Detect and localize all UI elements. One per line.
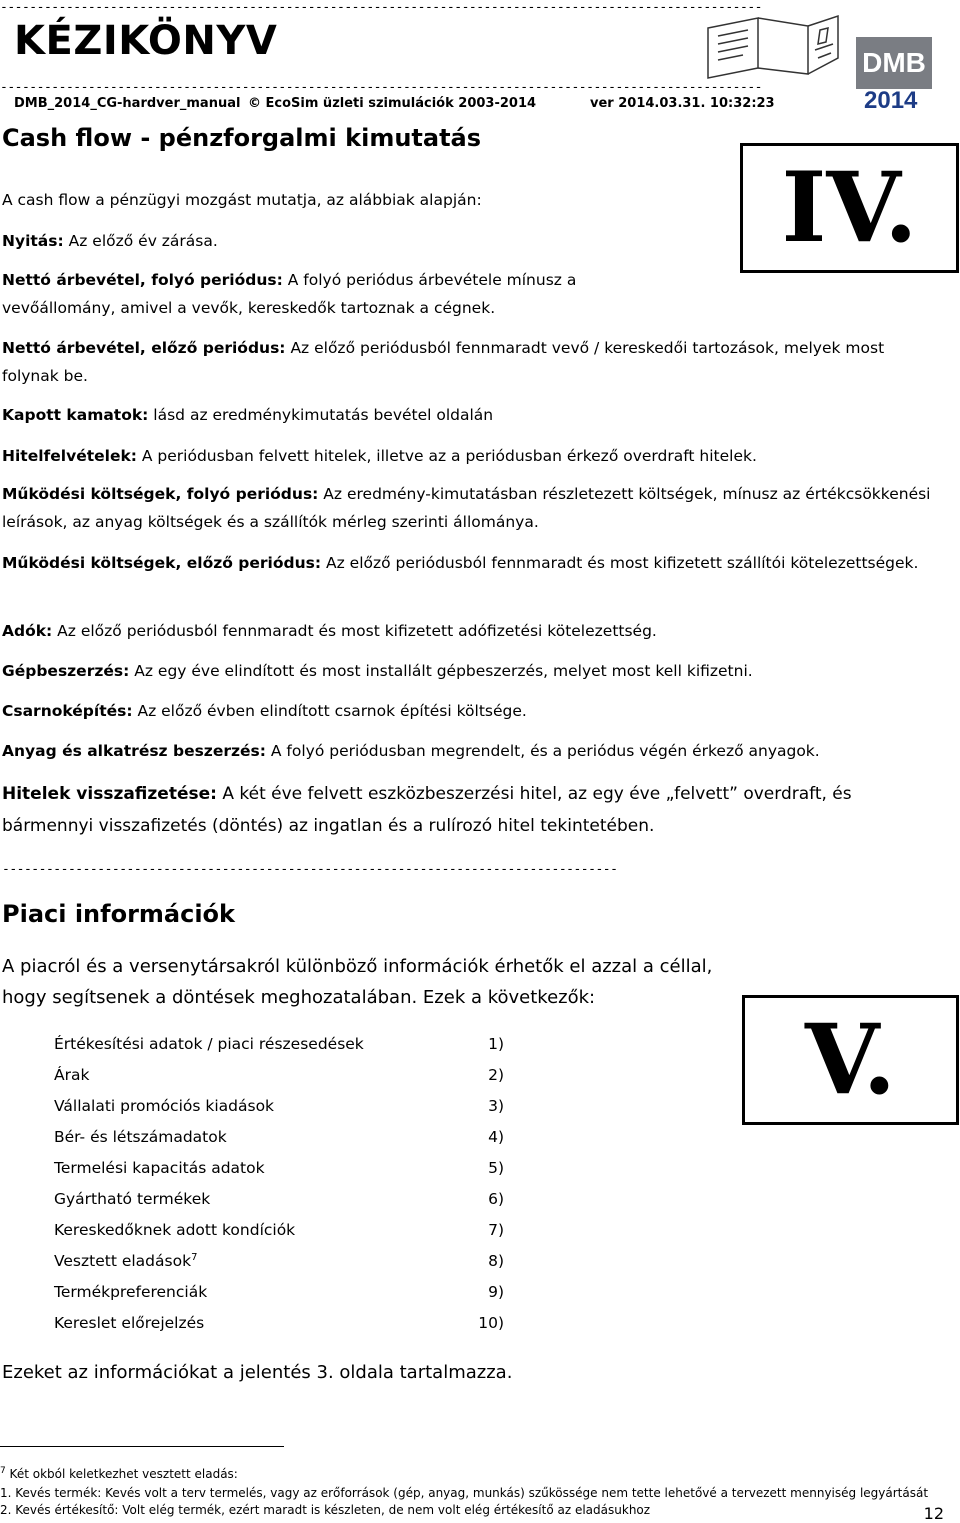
dmb-logo-year: 2014 bbox=[864, 87, 918, 114]
list-label: Kereskedőknek adott kondíciók bbox=[54, 1221, 296, 1239]
list-number: 9) bbox=[488, 1283, 504, 1301]
manual-illustration-icon bbox=[688, 8, 856, 86]
footnote-divider bbox=[0, 1446, 284, 1447]
list-label: Értékesítési adatok / piaci részesedések bbox=[54, 1035, 364, 1053]
chapter-number: IV. bbox=[781, 151, 918, 264]
item-text: Az előző évben elindított csarnok építési költsége. bbox=[132, 702, 527, 720]
meta-version: ver 2014.03.31. 10:32:23 bbox=[590, 96, 775, 111]
footnote-line: 1. Kevés termék: Kevés volt a terv termelés, vagy az erőforrások (gép, anyag, munkás) szűkössége nem tette lehetővé a tervezett mennyiség legyártását bbox=[0, 1486, 929, 1500]
cashflow-item bbox=[2, 697, 937, 725]
item-term: Kapott kamatok: bbox=[2, 406, 149, 424]
cashflow-item bbox=[2, 549, 937, 577]
meta-filename: DMB_2014_CG-hardver_manual bbox=[14, 96, 241, 111]
list-item bbox=[54, 1314, 504, 1342]
list-number: 2) bbox=[488, 1066, 504, 1084]
footnote-line: 2. Kevés értékesítő: Volt elég termék, ezért maradt is készleten, de nem volt elég értékesítő az eladásukhoz bbox=[0, 1503, 651, 1517]
cashflow-intro: A cash flow a pénzügyi mozgást mutatja, az alábbiak alapján: bbox=[2, 191, 482, 209]
cashflow-item bbox=[2, 266, 652, 322]
header-dash-bottom: -------------------------------------------------------------------------------------------------------- bbox=[0, 80, 762, 95]
list-item bbox=[54, 1159, 504, 1187]
footnote-title-text: Két okból keletkezhet vesztett eladás: bbox=[5, 1467, 238, 1481]
list-item bbox=[54, 1097, 504, 1125]
list-label: Kereslet előrejelzés bbox=[54, 1314, 205, 1332]
list-label: Vállalati promóciós kiadások bbox=[54, 1097, 275, 1115]
item-term: Gépbeszerzés: bbox=[2, 662, 130, 680]
footnote-ref[interactable]: 7 bbox=[191, 1252, 198, 1263]
chapter-number: V. bbox=[804, 1003, 897, 1116]
item-term-colon: : bbox=[210, 784, 217, 804]
list-item bbox=[54, 1128, 504, 1156]
item-text: Az eredmény-kimutatásban részletezett költségek, mínusz az értékcsökkenési leírások, az anyag költségek és a szállítók mérleg szerinti állománya. bbox=[2, 485, 931, 531]
item-text: Az előző periódusból fennmaradt vevő / kereskedői tartozások, melyek most folynak be. bbox=[2, 339, 885, 385]
item-term: Csarnoképítés: bbox=[2, 702, 133, 720]
list-item bbox=[54, 1252, 504, 1280]
footnote-mark: 7 bbox=[0, 1466, 6, 1476]
item-text: Az egy éve elindított és most installált gépbeszerzés, melyet most kell kifizetni. bbox=[129, 662, 753, 680]
list-number: 10) bbox=[478, 1314, 504, 1332]
chapter-badge-v bbox=[742, 995, 959, 1125]
item-term: Működési költségek, folyó periódus: bbox=[2, 485, 319, 503]
list-label: Termékpreferenciák bbox=[54, 1283, 208, 1301]
page-number: 12 bbox=[923, 1504, 944, 1523]
list-item bbox=[54, 1221, 504, 1249]
list-item bbox=[54, 1066, 504, 1094]
item-text: lásd az eredménykimutatás bevétel oldalán bbox=[148, 406, 494, 424]
item-term: Nettó árbevétel, folyó periódus: bbox=[2, 271, 283, 289]
cashflow-item bbox=[2, 334, 937, 390]
item-text: Az előző év zárása. bbox=[63, 232, 218, 250]
cashflow-item bbox=[2, 737, 937, 765]
list-number: 1) bbox=[488, 1035, 504, 1053]
footnote-title bbox=[0, 1466, 238, 1481]
header-dash-top: -------------------------------------------------------------------------------------------------------- bbox=[0, 0, 762, 15]
item-term: Működési költségek, előző periódus: bbox=[2, 554, 322, 572]
cashflow-title: Cash flow - pénzforgalmi kimutatás bbox=[2, 124, 482, 152]
cashflow-item bbox=[2, 657, 937, 685]
market-intro: A piacról és a versenytársakról különböző információk érhetők el azzal a céllal, hogy segítsenek a döntések meghozatalában. Ezek a következők: bbox=[2, 956, 713, 1008]
item-term: Nyitás: bbox=[2, 232, 64, 250]
item-term: Anyag és alkatrész beszerzés: bbox=[2, 742, 266, 760]
list-item bbox=[54, 1190, 504, 1218]
section-separator: ------------------------------------------------------------------------------------ bbox=[2, 862, 618, 877]
item-term: Hitelek visszafizetése bbox=[2, 784, 211, 804]
list-label: Vesztett eladások bbox=[54, 1252, 192, 1271]
item-text: Az előző periódusból fennmaradt és most kifizetett szállítói kötelezettségek. bbox=[321, 554, 919, 572]
item-term: Adók: bbox=[2, 622, 53, 640]
cashflow-item bbox=[2, 442, 937, 470]
list-number: 7) bbox=[488, 1221, 504, 1239]
cashflow-item bbox=[2, 617, 937, 645]
list-item bbox=[54, 1283, 504, 1311]
item-term: Hitelfelvételek: bbox=[2, 447, 137, 465]
item-text: A folyó periódus árbevétele mínusz a vevőállomány, amivel a vevők, kereskedők tartoznak a cégnek. bbox=[2, 271, 577, 317]
cashflow-item bbox=[2, 401, 937, 429]
list-number: 6) bbox=[488, 1190, 504, 1208]
cashflow-item bbox=[2, 778, 882, 842]
item-text: A folyó periódusban megrendelt, és a periódus végén érkező anyagok. bbox=[265, 742, 820, 760]
list-label: Termelési kapacitás adatok bbox=[54, 1159, 265, 1177]
item-text: A periódusban felvett hitelek, illetve az a periódusban érkező overdraft hitelek. bbox=[136, 447, 757, 465]
market-outro: Ezeket az információkat a jelentés 3. oldala tartalmazza. bbox=[2, 1362, 513, 1383]
market-title: Piaci információk bbox=[2, 900, 236, 928]
list-number: 4) bbox=[488, 1128, 504, 1146]
list-label: Gyártható termékek bbox=[54, 1190, 211, 1208]
item-term: Nettó árbevétel, előző periódus: bbox=[2, 339, 286, 357]
dmb-logo: DMB bbox=[856, 37, 932, 89]
list-number: 5) bbox=[488, 1159, 504, 1177]
cashflow-item bbox=[2, 227, 937, 255]
item-text: A két éve felvett eszközbeszerzési hitel, az egy éve „felvett” overdraft, és bármennyi visszafizetés (döntés) az ingatlan és a rulírozó hitel tekintetében. bbox=[2, 784, 852, 836]
list-number: 3) bbox=[488, 1097, 504, 1115]
cashflow-item bbox=[2, 480, 937, 536]
item-text: Az előző periódusból fennmaradt és most kifizetett adófizetési kötelezettség. bbox=[52, 622, 657, 640]
list-item bbox=[54, 1035, 504, 1063]
meta-copyright: © EcoSim üzleti szimulációk 2003-2014 bbox=[248, 96, 537, 111]
list-label: Bér- és létszámadatok bbox=[54, 1128, 227, 1146]
list-number: 8) bbox=[488, 1252, 504, 1270]
list-label: Árak bbox=[54, 1066, 90, 1084]
manual-title: KÉZIKÖNYV bbox=[14, 18, 278, 64]
